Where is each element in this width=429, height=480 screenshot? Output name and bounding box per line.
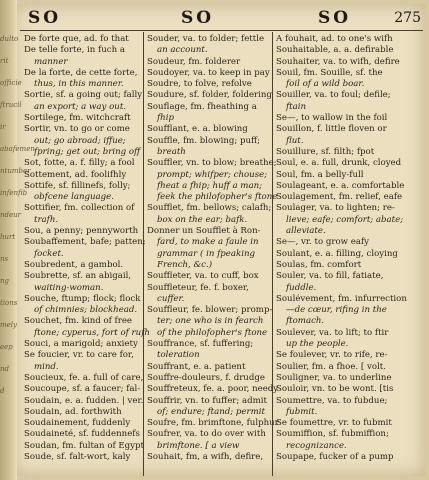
- entry-line: an account.: [157, 45, 208, 56]
- entry-line: obfcene language.: [34, 192, 114, 203]
- entry-line: lieve; eafe; comfort; abate;: [286, 214, 404, 225]
- entry-line: Souchet, fm. kind of free: [24, 316, 133, 327]
- gutter-text-fragment: ftrucil: [0, 101, 22, 109]
- entry-line: Se—, to wallow in the foil: [276, 113, 388, 124]
- header-rule: [20, 30, 423, 31]
- entry-line: Souhaitable, a. a. defirable: [276, 45, 394, 56]
- entry-line: grammar ( in fpeaking: [157, 248, 255, 259]
- entry-line: foil of a wild boar.: [286, 79, 365, 90]
- entry-line: Souiller, va. to foul; defile;: [276, 90, 391, 101]
- entry-line: Soulever, va. to lift; to ftir: [276, 327, 389, 338]
- entry-line: Souffrance, sf. fuffering;: [147, 339, 254, 350]
- entry-line: breath: [157, 146, 186, 157]
- entry-line: fheat a fhip; huff a man;: [157, 180, 263, 191]
- gutter-text-fragment: d: [0, 387, 5, 395]
- entry-line: fubmit.: [286, 406, 318, 417]
- entry-line: Souffleter, va. to cuff, box: [147, 271, 259, 282]
- entry-line: Soulas, fm. comfort: [276, 259, 362, 270]
- entry-line: Sortilege, fm. witchcraft: [24, 113, 131, 124]
- entry-line: brimftone. [ a view: [157, 440, 240, 451]
- entry-line: trafh.: [34, 214, 59, 225]
- entry-line: Souder, va. to folder; fettle: [147, 34, 265, 44]
- entry-line: of chimnies; blockhead.: [34, 305, 138, 316]
- entry-line: Soudure, sf. folder, foldering: [147, 90, 272, 101]
- entry-line: Soufrer, va. to do over with: [147, 429, 266, 440]
- entry-line: A fouhait, ad. to one's wifh: [276, 34, 393, 44]
- entry-line: Soulager, va. to lighten; re-: [276, 203, 395, 214]
- column-header-1: SO: [28, 8, 62, 28]
- entry-line: Souillon, f. little floven or: [276, 124, 387, 135]
- entry-line: Souligner, va. to underline: [276, 372, 392, 383]
- entry-line: fuddle.: [286, 282, 317, 293]
- entry-line: ftain: [286, 101, 307, 112]
- column-header-2: SO: [181, 8, 215, 28]
- entry-line: fard, to make a faule in: [157, 237, 259, 248]
- entry-line: Soulier, fm. a fhoe. [ volt.: [276, 361, 386, 372]
- gutter-text-fragment: ntumber: [0, 167, 31, 175]
- entry-line: Soumiffion, sf. fubmiffion;: [276, 429, 389, 440]
- entry-line: Souhait, fm, a wifh, defire,: [147, 451, 264, 462]
- entry-line: Souffle, fm. blowing; puff;: [147, 135, 261, 146]
- gutter-text-fragment: ns: [0, 255, 9, 263]
- entry-line: Soudain, ad. forthwith: [24, 406, 122, 417]
- gutter-text-fragment: ndeur: [0, 211, 21, 219]
- gutter-text-fragment: ng: [0, 277, 9, 285]
- entry-line: Se foumettre, vr. to fubmit: [276, 418, 392, 429]
- entry-line: cuffer.: [157, 293, 185, 304]
- entry-line: Soul, fm. a belly-full: [276, 169, 364, 180]
- entry-line: Souche, ftump; flock; flock: [24, 293, 141, 304]
- entry-line: toleration: [157, 350, 200, 361]
- entry-column-1: [24, 34, 150, 463]
- entry-line: Soucieux, fe. a. full of care,: [24, 372, 144, 383]
- entry-line: Soufflet, fm. bellows; calafh;: [147, 203, 272, 214]
- gutter-text-fragment: mely: [0, 321, 17, 329]
- entry-line: Soudoyer, va. to keep in pay: [147, 67, 270, 78]
- entry-line: Soulagement, fm. relief, eafe: [276, 192, 403, 203]
- entry-line: Soulant, e. a. filling, cloying: [276, 248, 398, 259]
- column-header-3: SO: [318, 8, 352, 28]
- entry-line: De forte que, ad. fo that: [24, 34, 129, 44]
- gutter-text-fragment: ir: [0, 123, 6, 131]
- entry-line: up the people.: [286, 339, 349, 350]
- entry-line: ftone; cyperus, fort of rufh: [34, 327, 150, 338]
- entry-line: —de cœur, rifing in the: [286, 305, 387, 316]
- entry-line: Soude, sf. falt-wort, kaly: [24, 451, 131, 462]
- entry-line: Souffleteur, fe. f. boxer,: [147, 282, 249, 293]
- entry-line: of the philofopher's ftone: [157, 327, 268, 338]
- entry-line: Souillure, sf. filth; fpot: [276, 146, 375, 157]
- entry-line: mind.: [34, 361, 59, 372]
- gutter-text-fragment: tions: [0, 299, 18, 307]
- entry-line: flut.: [286, 135, 304, 146]
- entry-line: Soul, e. a. full, drunk, cloyed: [276, 158, 402, 169]
- entry-line: Soudain, e. a. fudden. | ver.: [24, 395, 144, 406]
- entry-line: Soudre, to folve, refolve: [147, 79, 252, 90]
- entry-line: Soudainement, fuddenly: [24, 418, 131, 429]
- entry-line: box on the ear; bafk.: [157, 214, 248, 225]
- entry-line: Se foulever, vr. to rife, re-: [276, 350, 388, 361]
- entry-line: Souler, va. to fill, fatiate,: [276, 271, 384, 282]
- gutter-text-fragment: infenfib: [0, 189, 28, 197]
- entry-line: an export; a way out.: [34, 101, 127, 112]
- entry-column-3: [276, 34, 425, 463]
- entry-line: Se foucier, vr. to care for,: [24, 350, 134, 361]
- entry-line: fhip: [157, 113, 174, 124]
- entry-line: Soufflant, e. a. blowing: [147, 124, 248, 135]
- entry-line: alleviate.: [286, 226, 326, 237]
- entry-line: Soubrette, sf. an abigail,: [24, 271, 132, 282]
- entry-line: Soubaffement, bafe; patten;: [24, 237, 146, 248]
- entry-line: Sottement, ad. foolifhly: [24, 169, 127, 180]
- entry-column-2: [147, 34, 279, 463]
- column-divider-1: [143, 32, 144, 476]
- entry-line: Souffreteux, fe. a. poor, needy: [147, 384, 279, 395]
- entry-line: Sottife, sf. fillinefs, folly;: [24, 180, 131, 191]
- entry-line: Soudeur, fm. folderer: [147, 56, 241, 67]
- entry-line: Souloir, vn. to be wont. [tis: [276, 384, 394, 395]
- entry-line: Souflage, fm. fheathing a: [147, 101, 257, 112]
- entry-line: Sou, a penny; pennyworth: [24, 226, 139, 237]
- entry-line: fpring; get out; bring off: [34, 146, 141, 157]
- entry-line: De la forte, de cette forte,: [24, 67, 138, 78]
- entry-line: of; endure; ftand; permit: [157, 406, 265, 417]
- entry-line: Souil, fm. Souille, sf. the: [276, 67, 383, 78]
- entry-line: Souffrant, e. a. patient: [147, 361, 246, 372]
- entry-line: De telle forte, in fuch a: [24, 45, 125, 56]
- entry-line: Soufre, fm. brimftone, fulphur: [147, 418, 279, 429]
- entry-line: prompt; whifper; chouse;: [157, 169, 268, 180]
- entry-line: Souffre-douleurs, f. drudge: [147, 372, 265, 383]
- entry-line: recognizance.: [286, 440, 347, 451]
- entry-line: Souffler, vn. to blow; breathe;: [147, 158, 277, 169]
- left-page-gutter: [0, 0, 35, 480]
- entry-line: Soudaineté, sf. fuddennefs: [24, 429, 140, 440]
- entry-line: feek the philofopher's ftone: [157, 192, 278, 203]
- entry-line: ftomach.: [286, 316, 325, 327]
- entry-line: ter; one who is in fearch: [157, 316, 264, 327]
- entry-line: out; go abroad; iffue;: [34, 135, 126, 146]
- entry-line: Soucoupe, sf. a faucer; fal-: [24, 384, 141, 395]
- entry-line: manner: [34, 56, 68, 67]
- gutter-text-fragment: dulto: [0, 35, 19, 43]
- entry-line: Souhaiter, va. to wifh, defire: [276, 56, 400, 67]
- gutter-text-fragment: hurt: [0, 233, 16, 241]
- entry-line: Soubredent, a gambol.: [24, 259, 124, 270]
- entry-line: Donner un Soufflet à Ron-: [147, 226, 261, 237]
- entry-line: Soudan, fm. fultan of Egypt: [24, 440, 144, 451]
- entry-line: Sottifier, fm. collection of: [24, 203, 135, 214]
- gutter-text-fragment: rit: [0, 57, 9, 65]
- gutter-text-fragment: officie: [0, 79, 22, 87]
- entry-line: Souffleur, fe. blower; promp-: [147, 305, 273, 316]
- entry-line: Sortie, sf. a going out; fally: [24, 90, 143, 101]
- gutter-text-fragment: eep: [0, 343, 13, 351]
- entry-line: French, &c.): [157, 259, 213, 270]
- entry-line: thus, in this manner.: [34, 79, 124, 90]
- entry-line: Souffrir, vn. to fuffer; admit: [147, 395, 268, 406]
- entry-line: waiting-woman.: [34, 282, 104, 293]
- entry-line: Sortir, vn. to go or come: [24, 124, 130, 135]
- entry-line: Soulévement, fm. infurrection: [276, 293, 407, 304]
- entry-line: focket.: [34, 248, 64, 259]
- entry-line: Soupape, fucker of a pump: [276, 451, 394, 462]
- entry-line: Soumettre, va. to fubdue;: [276, 395, 388, 406]
- entry-line: Soulageant, e. a. comfortable: [276, 180, 405, 191]
- column-divider-2: [272, 32, 273, 476]
- gutter-text-fragment: nd: [0, 365, 9, 373]
- entry-line: Se—, vr. to grow eafy: [276, 237, 369, 248]
- entry-line: Souci, a marigold; anxiety: [24, 339, 138, 350]
- entry-line: Sot, fotte, a. f. filly; a fool: [24, 158, 135, 169]
- gutter-text-fragment: abafemen: [0, 145, 35, 153]
- page-number: 275: [394, 10, 421, 26]
